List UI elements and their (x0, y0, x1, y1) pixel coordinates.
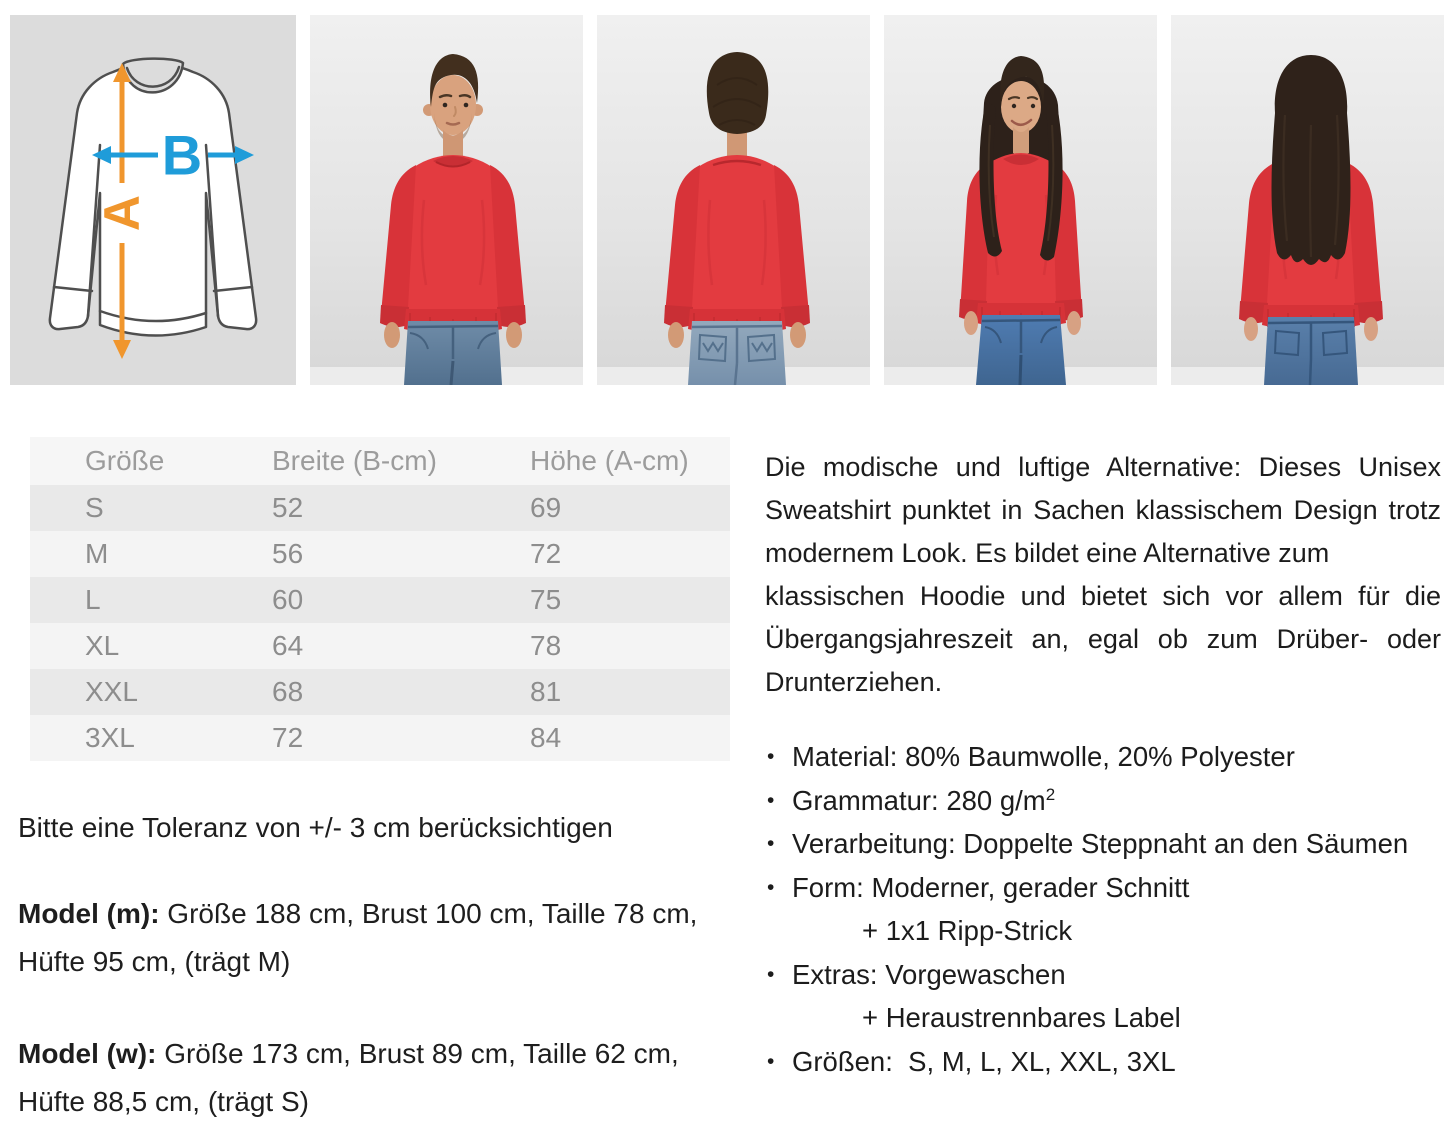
size-table-body (30, 485, 730, 761)
woman-back-photo (1171, 15, 1444, 385)
size-cell: 68 (272, 676, 304, 707)
size-table (30, 437, 730, 761)
description-line: Übergangsjahreszeit an, egal ob zum Drüber- oder (765, 624, 1441, 654)
size-cell: XXL (85, 676, 138, 707)
model-w-info (18, 1030, 724, 1126)
product-image-strip (10, 15, 1444, 385)
detail-text: Größen: S, M, L, XL, XXL, 3XL (792, 1045, 1176, 1077)
product-description (765, 446, 1441, 704)
photo-woman-back (1171, 15, 1444, 385)
size-cell: 78 (530, 630, 562, 661)
description-line: klassischen Hoodie und bietet sich vor allem für die (765, 581, 1441, 611)
model-m-text: Größe 188 cm, Brust 100 cm, Taille 78 cm, Hüfte 95 cm, (trägt M) (18, 898, 698, 977)
photo-woman-front (884, 15, 1157, 385)
model-m-info (18, 890, 724, 986)
size-cell: 64 (272, 630, 304, 661)
superscript: 2 (1045, 784, 1056, 804)
detail-text: Form: Moderner, gerader Schnitt (792, 871, 1190, 903)
model-m-label: Model (m): (18, 898, 160, 929)
size-cell: M (85, 538, 109, 569)
woman-front-photo (884, 15, 1157, 385)
size-cell: 84 (530, 722, 562, 753)
model-w-text: Größe 173 cm, Brust 89 cm, Taille 62 cm, Hüfte 88,5 cm, (trägt S) (18, 1038, 679, 1117)
size-cell: L (85, 584, 101, 615)
bullet-dot: • (767, 788, 775, 812)
detail-item (765, 822, 1445, 866)
detail-text: Grammatur: 280 g/m (792, 784, 1046, 816)
photo-man-back (597, 15, 870, 385)
size-cell: 69 (530, 492, 562, 523)
detail-text: Material: 80% Baumwolle, 20% Polyester (792, 741, 1295, 772)
col-header-width: Breite (B-cm) (272, 445, 437, 476)
tolerance-note: Bitte eine Toleranz von +/- 3 cm berücksichtigen (18, 812, 613, 843)
size-row-XXL (30, 669, 730, 715)
detail-text: Verarbeitung: Doppelte Steppnaht an den Säumen (792, 828, 1409, 859)
size-cell: 81 (530, 676, 562, 707)
size-cell: 72 (530, 538, 562, 569)
model-w-label: Model (w): (18, 1038, 157, 1069)
detail-item (765, 1040, 1445, 1084)
size-diagram-panel (10, 15, 296, 385)
size-row-M (30, 531, 730, 577)
size-cell: 72 (272, 722, 304, 753)
man-back-photo (597, 15, 870, 385)
description-line: Drunterziehen. (765, 667, 943, 697)
detail-item (765, 866, 1445, 910)
bullet-dot: • (767, 832, 775, 855)
detail-item (765, 996, 1445, 1040)
size-row-XL (30, 623, 730, 669)
photo-man-front (310, 15, 583, 385)
size-cell: 60 (272, 584, 304, 615)
col-header-size: Größe (85, 445, 165, 476)
bullet-dot: • (767, 745, 775, 768)
size-row-3XL (30, 715, 730, 761)
size-cell: 75 (530, 584, 562, 615)
detail-text: + Heraustrennbares Label (862, 1002, 1181, 1033)
size-row-L (30, 577, 730, 623)
description-line: Die modische und luftige Alternative: Dieses Unisex (765, 452, 1441, 482)
detail-item (765, 909, 1445, 953)
description-line: Sweatshirt punktet in Sachen klassischem Design trotz (765, 495, 1441, 525)
size-row-S (30, 485, 730, 531)
detail-item (765, 735, 1445, 779)
detail-text: + 1x1 Ripp-Strick (862, 915, 1073, 946)
bullet-dot: • (767, 875, 775, 899)
size-cell: XL (85, 630, 120, 661)
size-cell: 56 (272, 538, 304, 569)
col-header-height: Höhe (A-cm) (530, 445, 689, 476)
product-details-list (765, 735, 1445, 1083)
man-front-photo (310, 15, 583, 385)
bullet-dot: • (767, 962, 775, 986)
size-table-header-row (30, 437, 730, 485)
sweatshirt-measurement-diagram (10, 15, 296, 385)
detail-text: Extras: Vorgewaschen (792, 958, 1066, 990)
width-label-b: B (161, 123, 203, 187)
size-cell: 52 (272, 492, 304, 523)
bullet-dot: • (767, 1049, 775, 1073)
size-cell: 3XL (85, 722, 135, 753)
size-cell: S (85, 492, 104, 523)
height-label-a: A (94, 194, 150, 232)
description-line: modernem Look. Es bildet eine Alternative zum (765, 538, 1330, 568)
detail-item (765, 953, 1445, 997)
detail-item (765, 779, 1445, 823)
